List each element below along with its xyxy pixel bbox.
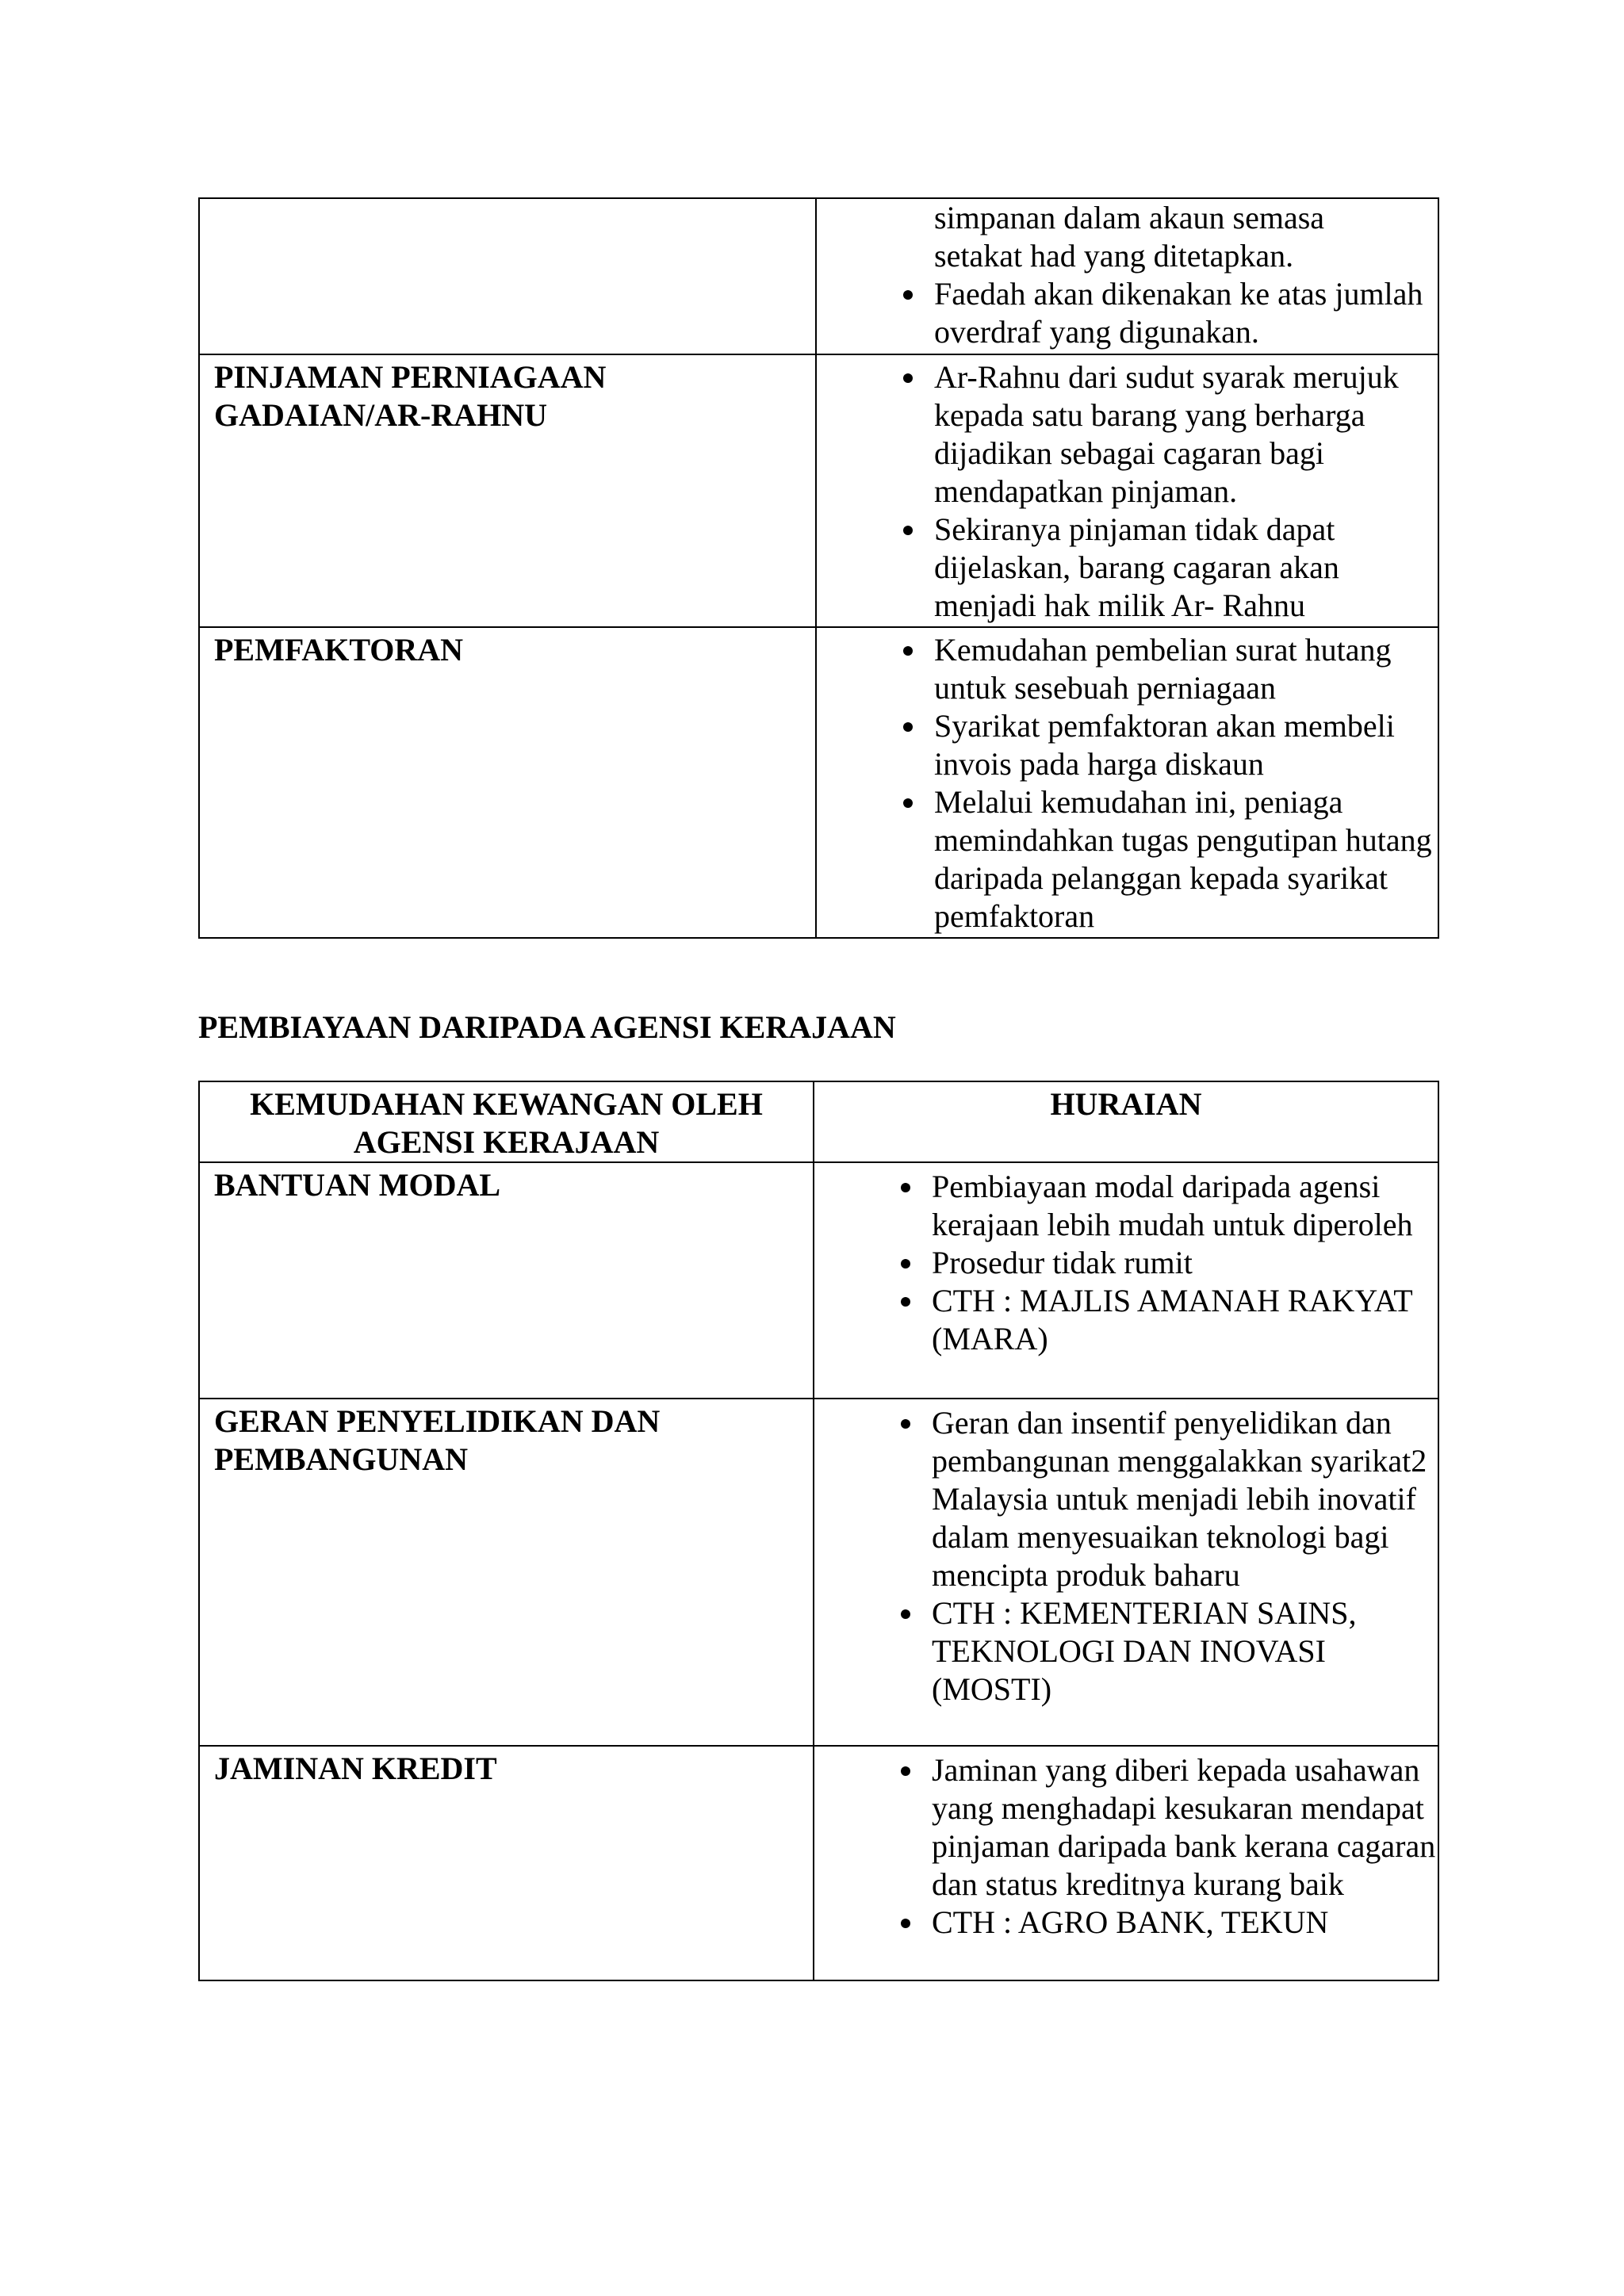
section-heading: PEMBIAYAAN DARIPADA AGENSI KERAJAAN — [198, 1009, 896, 1045]
list-item: • Syarikat pemfaktoran akan membeli invois pada harga diskaun — [928, 707, 1438, 783]
row-label: PINJAMAN PERNIAGAAN GADAIAN/AR-RAHNU — [199, 354, 816, 627]
bullet-list — [817, 631, 1438, 936]
government-agency-financing-table — [198, 1081, 1439, 1981]
row-label: GERAN PENYELIDIKAN DAN PEMBANGUNAN — [199, 1399, 814, 1746]
list-item: • Kemudahan pembelian surat hutang untuk sesebuah perniagaan — [928, 631, 1438, 707]
continued-text: setakat had yang ditetapkan. — [934, 238, 1294, 274]
row-label: JAMINAN KREDIT — [199, 1746, 814, 1980]
list-item: • Sekiranya pinjaman tidak dapat dijelaskan, barang cagaran akan menjadi hak milik Ar- Rahnu — [928, 511, 1438, 625]
bullet-list — [814, 1404, 1438, 1709]
table-row — [199, 1399, 1438, 1746]
list-item: • Faedah akan dikenakan ke atas jumlah overdraf yang digunakan. — [928, 275, 1438, 351]
list-item: • Prosedur tidak rumit — [925, 1244, 1438, 1282]
row-label — [199, 198, 816, 354]
list-item: • CTH : MAJLIS AMANAH RAKYAT (MARA) — [925, 1282, 1438, 1358]
bullet-list — [817, 358, 1438, 625]
list-item: • CTH : AGRO BANK, TEKUN — [925, 1904, 1438, 1942]
bullet-list — [814, 1751, 1438, 1942]
table-row — [199, 1746, 1438, 1980]
list-item: • Geran dan insentif penyelidikan dan pembangunan menggalakkan syarikat2 Malaysia untuk menjadi lebih inovatif dalam menyesuaikan teknologi bagi mencipta produk baharu — [925, 1404, 1438, 1594]
table-row — [199, 627, 1438, 938]
row-label: PEMFAKTORAN — [199, 627, 816, 938]
list-item: • Jaminan yang diberi kepada usahawan yang menghadapi kesukaran mendapat pinjaman daripada bank kerana cagaran dan status kreditnya kurang baik — [925, 1751, 1438, 1904]
financing-table-continued — [198, 197, 1439, 939]
list-item: • Ar-Rahnu dari sudut syarak merujuk kepada satu barang yang berharga dijadikan sebagai cagaran bagi mendapatkan pinjaman. — [928, 358, 1438, 511]
table-row — [199, 354, 1438, 627]
list-item: • CTH : KEMENTERIAN SAINS, TEKNOLOGI DAN INOVASI (MOSTI) — [925, 1594, 1438, 1709]
continued-text: simpanan dalam akaun semasa — [934, 200, 1325, 235]
list-item: • Pembiayaan modal daripada agensi kerajaan lebih mudah untuk diperoleh — [925, 1168, 1438, 1244]
list-item: • Melalui kemudahan ini, peniaga memindahkan tugas pengutipan hutang daripada pelanggan kepada syarikat pemfaktoran — [928, 783, 1438, 936]
column-header: KEMUDAHAN KEWANGAN OLEH AGENSI KERAJAAN — [199, 1081, 814, 1162]
table-header-row — [199, 1081, 1438, 1162]
bullet-list — [817, 275, 1438, 351]
table-row — [199, 198, 1438, 354]
column-header: HURAIAN — [814, 1081, 1438, 1162]
row-label: BANTUAN MODAL — [199, 1162, 814, 1399]
bullet-list — [814, 1168, 1438, 1358]
table-row — [199, 1162, 1438, 1399]
